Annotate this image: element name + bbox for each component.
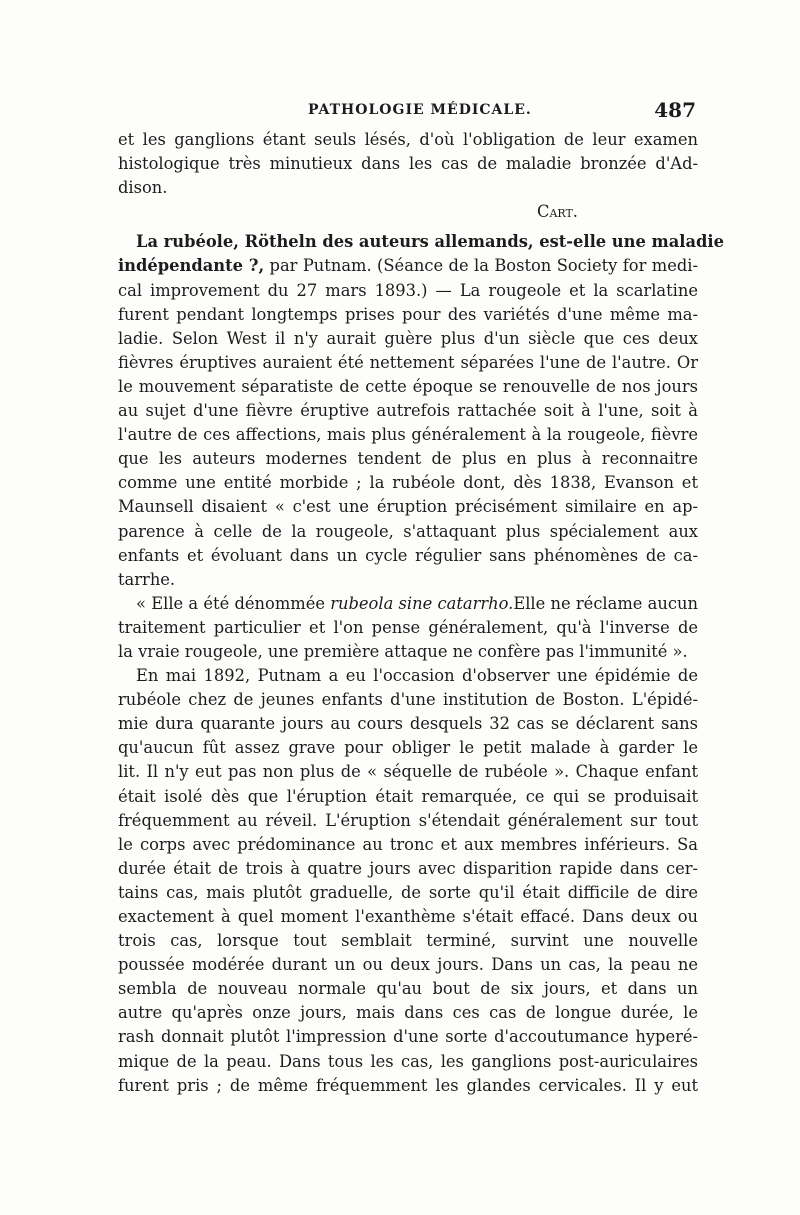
text-line: et les ganglions étant seuls lésés, d'où l'obligation de leur examen [118, 130, 698, 149]
text-line: tains cas, mais plutôt graduelle, de sorte qu'il était difficile de dire [118, 882, 698, 902]
text-line: trois cas, lorsque tout semblait terminé, survint une nouvelle [118, 931, 698, 951]
text-line: rubéole chez de jeunes enfants d'une institution de Boston. L'épidé- [118, 690, 698, 710]
text-line: exactement à quel moment l'exanthème s'était effacé. Dans deux ou [118, 907, 698, 926]
text-line: l'autre de ces affections, mais plus généralement à la rougeole, fièvre [118, 425, 698, 445]
text-fragment: Elle ne réclame aucun [513, 593, 698, 613]
text-line: au sujet d'une fièvre éruptive autrefois rattachée soit à l'une, soit à [118, 401, 698, 421]
text-line: rash donnait plutôt l'impression d'une sorte d'accoutumance hyperé- [118, 1027, 698, 1047]
running-head [118, 98, 698, 126]
text-line: Maunsell disaient « c'est une éruption précisément similaire en ap- [118, 497, 698, 517]
text-line: était isolé dès que l'éruption était remarquée, ce qui se produisait [118, 786, 698, 806]
text-fragment: par Putnam. (Séance de la Boston Society for medi- [269, 256, 698, 276]
text-line: poussée modérée durant un ou deux jours. Dans un cas, la peau ne [118, 955, 698, 975]
text-line [118, 254, 698, 278]
text-line: ladie. Selon West il n'y aurait guère plus d'un siècle que ces deux [118, 328, 698, 348]
text-line: que les auteurs modernes tendent de plus en plus à reconnaitre [118, 449, 698, 469]
text-line: le mouvement séparatiste de cette époque se renouvelle de nos jours [118, 376, 698, 396]
paragraph-continuation [118, 128, 698, 224]
text-line: parence à celle de la rougeole, s'attaquant plus spécialement aux [118, 521, 698, 541]
running-title: PATHOLOGIE MÉDICALE. [308, 102, 532, 118]
text-line: comme une entité morbide ; la rubéole dont, dès 1838, Evanson et [118, 473, 698, 493]
text-line: durée était de trois à quatre jours avec disparition rapide dans cer- [118, 858, 698, 878]
article-title-end: indépendante ?, [118, 256, 265, 276]
text-line: sembla de nouveau normale qu'au bout de six jours, et dans un [118, 979, 698, 999]
text-line: fréquemment au réveil. L'éruption s'étendait généralement sur tout [118, 810, 698, 830]
author-signature: Cart. [536, 202, 578, 222]
text-line: furent pendant longtemps prises pour des variétés d'une même ma- [118, 304, 698, 324]
text-line: mique de la peau. Dans tous les cas, les ganglions post-auriculaires [118, 1051, 698, 1071]
body-text [118, 128, 724, 1098]
text-line: furent pris ; de même fréquemment les glandes cervicales. Il y eut [118, 1075, 698, 1095]
text-line: dison. [118, 178, 168, 198]
text-line: traitement particulier et l'on pense généralement, qu'à l'inverse de [118, 617, 698, 637]
text-line: qu'aucun fût assez grave pour obliger le petit malade à garder le [118, 738, 698, 758]
paragraph-epidemic [118, 664, 698, 1098]
text-line: tarrhe. [118, 569, 176, 589]
paragraph-rubeole [118, 230, 724, 591]
text-line: la vraie rougeole, une première attaque ne confère pas l'immunité ». [118, 641, 688, 661]
text-line: En mai 1892, Putnam a eu l'occasion d'observer une épidémie de [136, 666, 698, 686]
text-fragment: « Elle a été dénommée [136, 593, 325, 613]
text-line: le corps avec prédominance au tronc et aux membres inférieurs. Sa [118, 834, 698, 854]
page-number: 487 [654, 98, 696, 122]
text-line: lit. Il n'y eut pas non plus de « séquelle de rubéole ». Chaque enfant [118, 762, 698, 782]
article-title: La rubéole, Rötheln des auteurs allemands, est-elle une maladie [136, 232, 724, 252]
text-line: mie dura quarante jours au cours desquels 32 cas se déclarent sans [118, 714, 698, 734]
latin-term: rubeola sine catarrho. [330, 593, 514, 613]
text-line: autre qu'après onze jours, mais dans ces cas de longue durée, le [118, 1003, 698, 1023]
text-line [118, 592, 698, 616]
text-line: histologique très minutieux dans les cas de maladie bronzée d'Ad- [118, 154, 698, 174]
text-line: enfants et évoluant dans un cycle régulier sans phénomènes de ca- [118, 545, 698, 565]
text-line: cal improvement du 27 mars 1893.) — La rougeole et la scarlatine [118, 280, 698, 300]
text-line: fièvres éruptives auraient été nettement séparées l'une de l'autre. Or [118, 352, 698, 372]
paragraph-quote [118, 592, 698, 664]
